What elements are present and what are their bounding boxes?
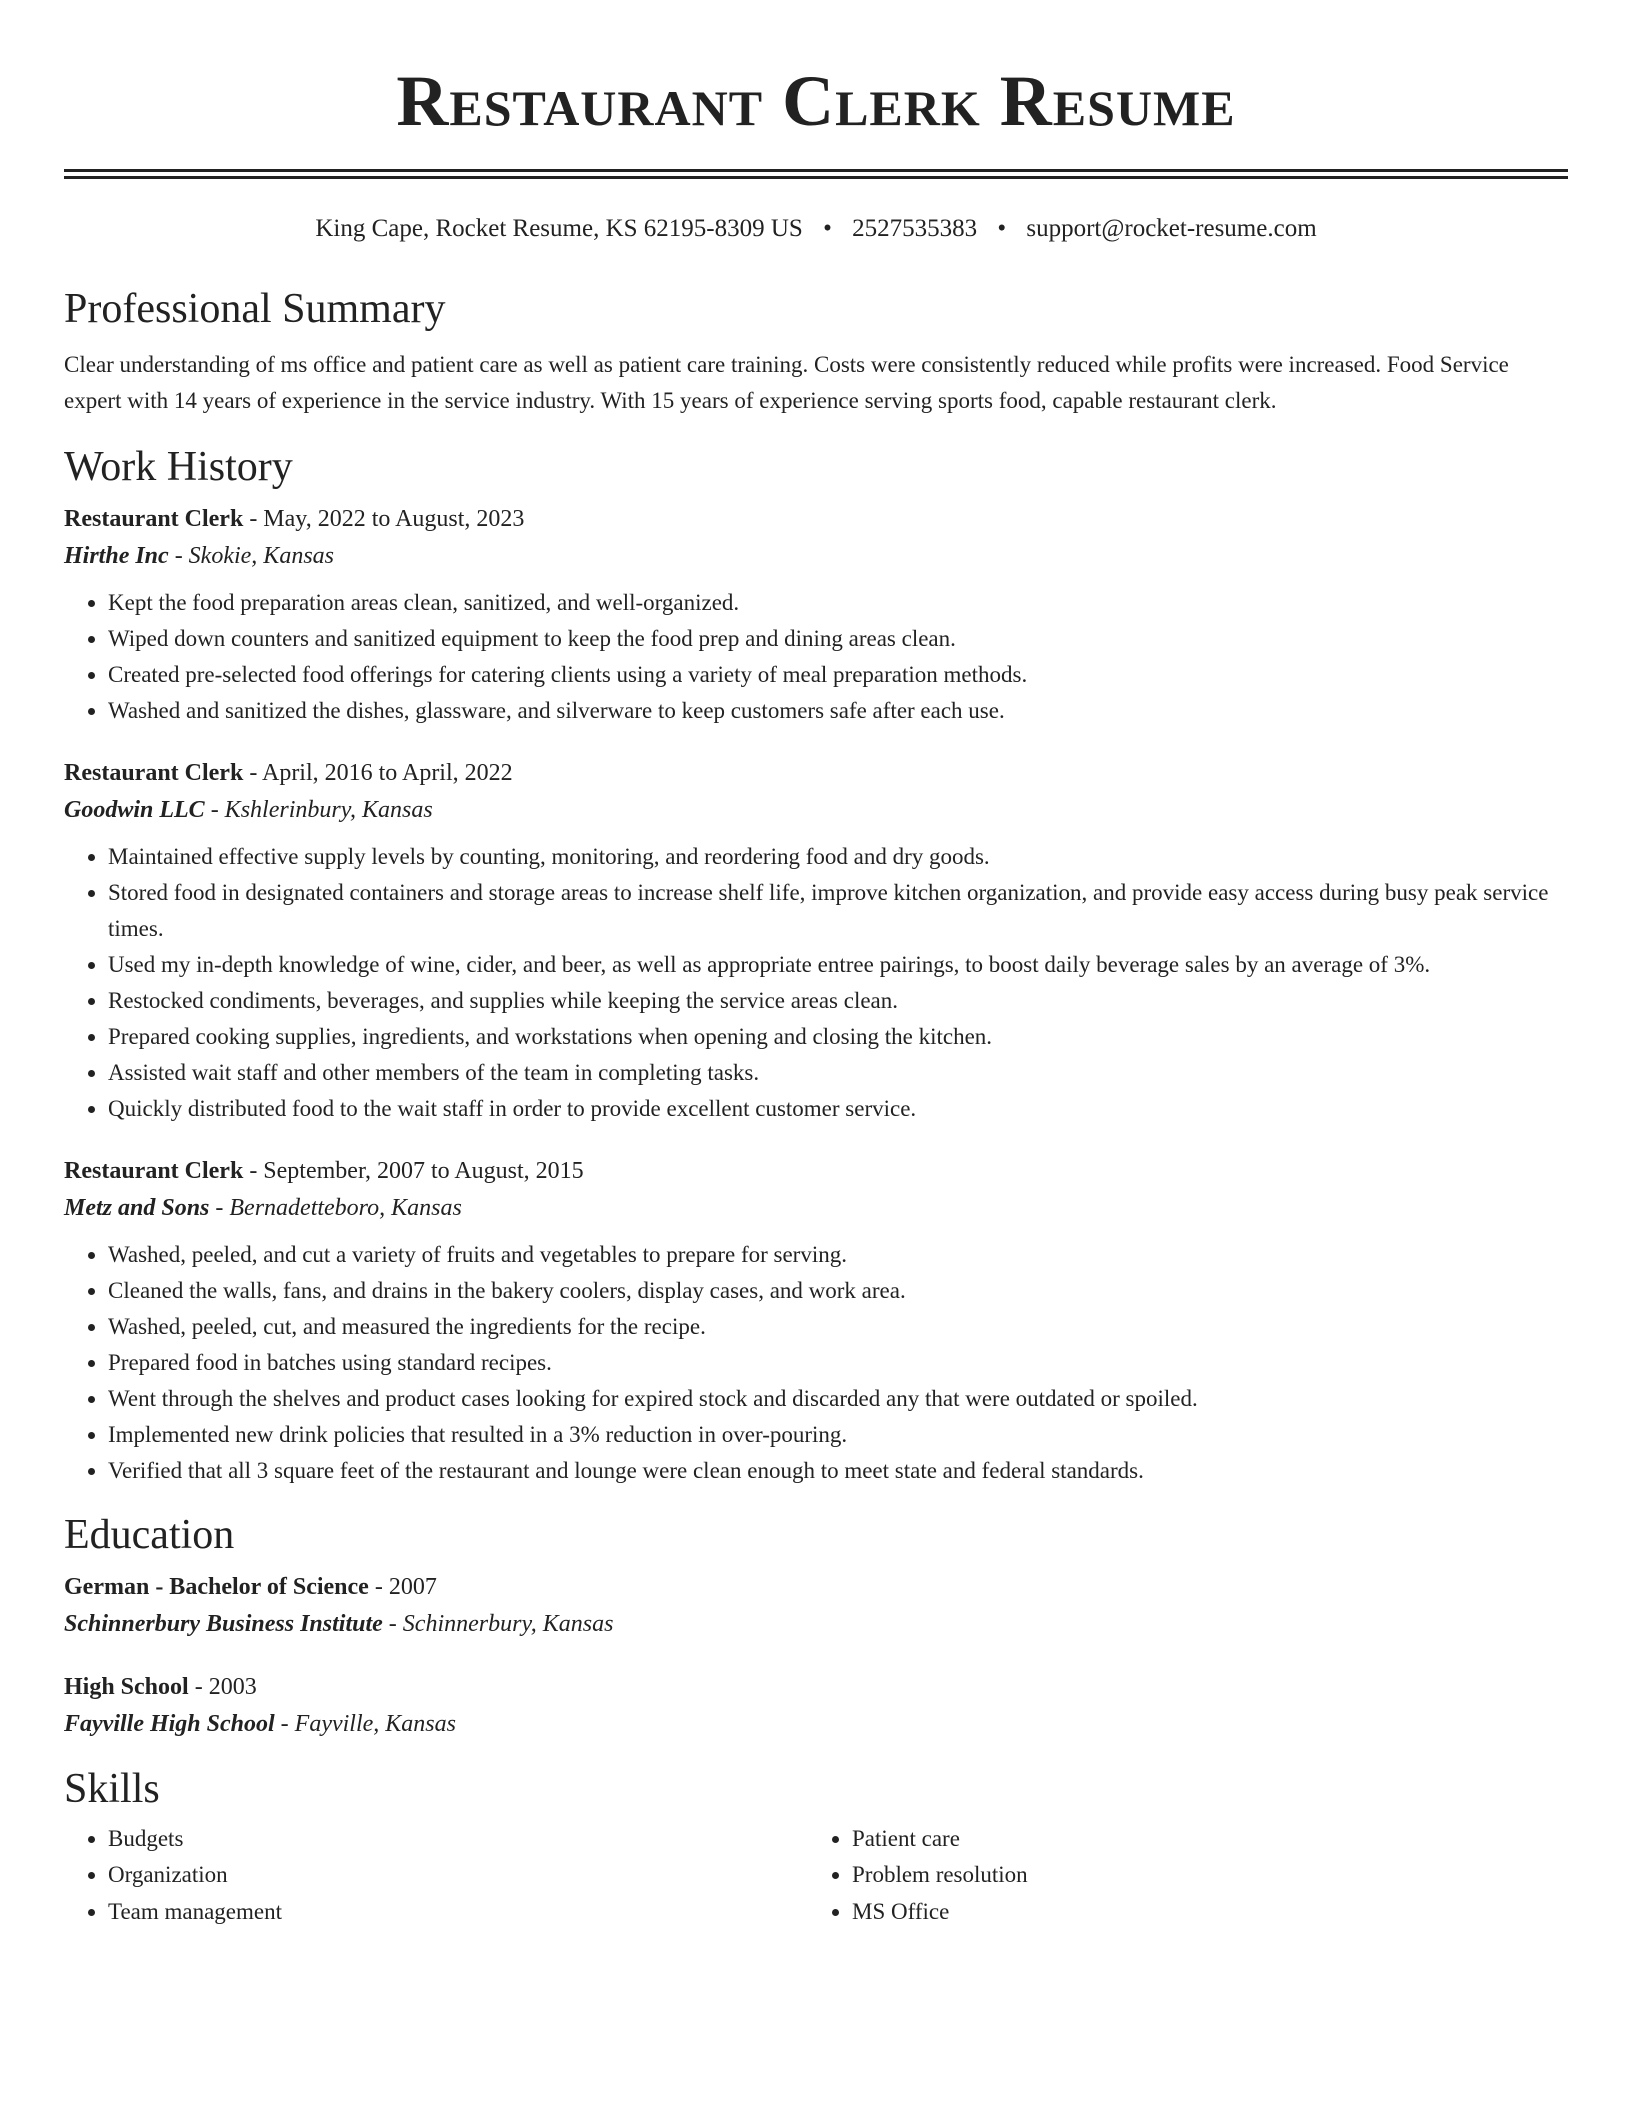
list-item: • Verified that all 3 square feet of the restaurant and lounge were clean enough to meet state and federal standards. [108, 1453, 1568, 1489]
job-company: Hirthe Inc [64, 542, 169, 569]
skill-item: • MS Office [852, 1894, 1552, 1931]
job-entry [64, 501, 1568, 729]
list-item: • Kept the food preparation areas clean, sanitized, and well-organized. [108, 585, 1568, 621]
job-dates: - May, 2022 to August, 2023 [243, 505, 525, 532]
education-degree: German - Bachelor of Science [64, 1573, 369, 1600]
title-double-rule [64, 169, 1568, 179]
skills-column-right [808, 1821, 1552, 1931]
job-location: - Skokie, Kansas [168, 542, 334, 569]
education-degree: High School [64, 1673, 189, 1700]
education-entry [64, 1569, 1568, 1643]
job-entry [64, 755, 1568, 1127]
education-entry [64, 1669, 1568, 1743]
summary-heading: Professional Summary [64, 285, 446, 332]
summary-text: Clear understanding of ms office and patient care as well as patient care training. Costs were consistently reduced while profits were increased. Food Service expert with 14 years of experience in the service industry. With 15 years of experience serving sports food, capable restaurant clerk. [64, 351, 1509, 413]
list-item: • Washed, peeled, cut, and measured the ingredients for the recipe. [108, 1309, 1568, 1345]
list-item: • Prepared food in batches using standard recipes. [108, 1345, 1568, 1381]
contact-line [64, 213, 1568, 245]
skills-column-left [64, 1821, 808, 1931]
list-item: • Went through the shelves and product cases looking for expired stock and discarded any that were outdated or spoiled. [108, 1381, 1568, 1417]
skills-heading: Skills [64, 1765, 160, 1812]
list-item: • Used my in-depth knowledge of wine, cider, and beer, as well as appropriate entree pairings, to boost daily beverage sales by an average of 3%. [108, 947, 1568, 983]
job-header [64, 755, 1568, 791]
education-year: - 2007 [368, 1573, 437, 1600]
job-title: Restaurant Clerk [64, 759, 244, 786]
resume-title: Restaurant Clerk Resume [396, 61, 1236, 141]
list-item: • Created pre-selected food offerings for catering clients using a variety of meal preparation methods. [108, 657, 1568, 693]
skill-item: • Budgets [108, 1821, 808, 1858]
list-item: • Wiped down counters and sanitized equipment to keep the food prep and dining areas clean. [108, 621, 1568, 657]
job-employer [64, 1189, 1568, 1227]
job-location: - Bernadetteboro, Kansas [209, 1194, 462, 1221]
job-employer [64, 537, 1568, 575]
contact-email: support@rocket-resume.com [1026, 214, 1317, 242]
education-degree-line [64, 1669, 1568, 1705]
job-location: - Kshlerinbury, Kansas [204, 796, 433, 823]
skill-item: • Organization [108, 1857, 808, 1894]
list-item: • Assisted wait staff and other members of the team in completing tasks. [108, 1055, 1568, 1091]
list-item: • Stored food in designated containers and storage areas to increase shelf life, improve kitchen organization, and provide easy access during busy peak service times. [108, 875, 1568, 947]
job-company: Goodwin LLC [64, 796, 205, 823]
contact-phone: 2527535383 [852, 214, 978, 242]
list-item: • Maintained effective supply levels by counting, monitoring, and reordering food and dry goods. [108, 839, 1568, 875]
job-entry [64, 1153, 1568, 1489]
skill-item: • Problem resolution [852, 1857, 1552, 1894]
list-item: • Washed and sanitized the dishes, glassware, and silverware to keep customers safe after each use. [108, 693, 1568, 729]
skill-item: • Team management [108, 1894, 808, 1931]
skill-item: • Patient care [852, 1821, 1552, 1858]
skills-list [64, 1821, 1568, 1931]
education-school: Fayville High School [64, 1710, 275, 1737]
education-location: - Schinnerbury, Kansas [382, 1610, 614, 1637]
work-history-heading: Work History [64, 443, 293, 490]
contact-address: King Cape, Rocket Resume, KS 62195-8309 US [315, 214, 803, 242]
job-employer [64, 791, 1568, 829]
list-item: • Washed, peeled, and cut a variety of fruits and vegetables to prepare for serving. [108, 1237, 1568, 1273]
contact-separator: • [823, 214, 832, 242]
job-header [64, 1153, 1568, 1189]
list-item: • Cleaned the walls, fans, and drains in the bakery coolers, display cases, and work area. [108, 1273, 1568, 1309]
education-school: Schinnerbury Business Institute [64, 1610, 383, 1637]
job-dates: - April, 2016 to April, 2022 [243, 759, 513, 786]
list-item: • Prepared cooking supplies, ingredients, and workstations when opening and closing the kitchen. [108, 1019, 1568, 1055]
job-bullets [64, 585, 1568, 729]
list-item: • Implemented new drink policies that resulted in a 3% reduction in over-pouring. [108, 1417, 1568, 1453]
education-heading: Education [64, 1511, 235, 1558]
job-header [64, 501, 1568, 537]
education-location: - Fayville, Kansas [274, 1710, 456, 1737]
education-year: - 2003 [188, 1673, 257, 1700]
education-degree-line [64, 1569, 1568, 1605]
job-title: Restaurant Clerk [64, 505, 244, 532]
education-school-line [64, 1605, 1568, 1643]
list-item: • Quickly distributed food to the wait staff in order to provide excellent customer service. [108, 1091, 1568, 1127]
contact-separator: • [997, 214, 1007, 242]
education-school-line [64, 1705, 1568, 1743]
job-title: Restaurant Clerk [64, 1157, 244, 1184]
job-company: Metz and Sons [64, 1194, 210, 1221]
resume-page [64, 0, 1568, 1930]
job-bullets [64, 839, 1568, 1127]
job-bullets [64, 1237, 1568, 1489]
list-item: • Restocked condiments, beverages, and supplies while keeping the service areas clean. [108, 983, 1568, 1019]
job-dates: - September, 2007 to August, 2015 [243, 1157, 584, 1184]
